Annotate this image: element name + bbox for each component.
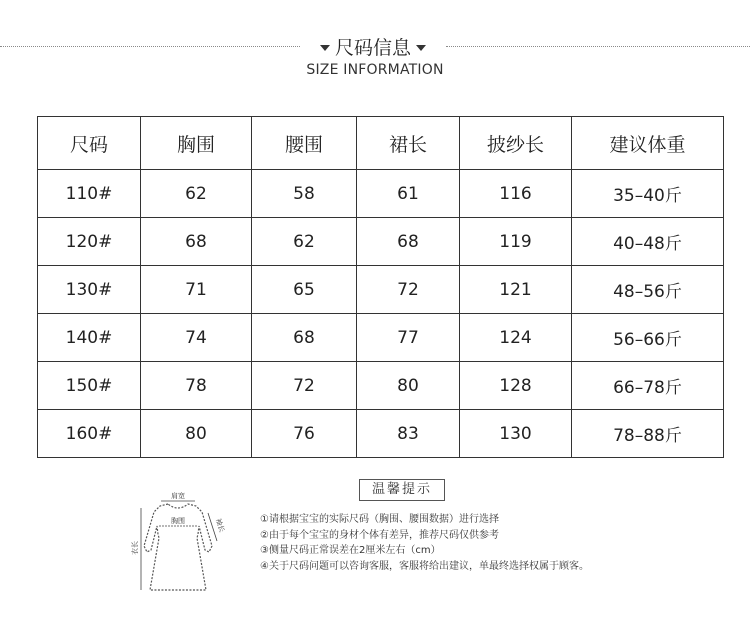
- table-cell: 150#: [38, 362, 141, 410]
- table-header-row: [38, 117, 724, 170]
- column-header: 腰围: [252, 117, 357, 170]
- dress-measurement-diagram: [128, 486, 228, 596]
- table-cell: 71: [141, 266, 252, 314]
- tips-notes: [260, 512, 680, 574]
- table-cell: 78: [141, 362, 252, 410]
- column-header: 尺码: [38, 117, 141, 170]
- table-cell: 62: [252, 218, 357, 266]
- table-cell: 74: [141, 314, 252, 362]
- table-cell: 65: [252, 266, 357, 314]
- table-cell: 35–40斤: [572, 170, 724, 218]
- table-cell: 62: [141, 170, 252, 218]
- table-row: [38, 362, 724, 410]
- shoulder-label: 肩宽: [171, 492, 185, 500]
- header-dotted-line-right: [446, 46, 750, 47]
- tip-note: ③侧量尺码正常误差在2厘米左右（cm）: [260, 545, 441, 556]
- table-row: [38, 410, 724, 458]
- length-label: 衣长: [131, 541, 139, 555]
- section-header: [0, 30, 750, 86]
- triangle-down-icon: [320, 45, 330, 51]
- table-cell: 66–78斤: [572, 362, 724, 410]
- column-header: 建议体重: [572, 117, 724, 170]
- header-subtitle: SIZE INFORMATION: [306, 62, 444, 78]
- table-row: [38, 170, 724, 218]
- column-header: 裙长: [357, 117, 460, 170]
- table-cell: 77: [357, 314, 460, 362]
- tip-note: ④关于尺码问题可以咨询客服，客服将给出建议，单最终选择权属于顾客。: [260, 560, 589, 572]
- table-cell: 130#: [38, 266, 141, 314]
- table-row: [38, 218, 724, 266]
- table-cell: 68: [357, 218, 460, 266]
- table-cell: 40–48斤: [572, 218, 724, 266]
- table-cell: 56–66斤: [572, 314, 724, 362]
- table-cell: 124: [460, 314, 572, 362]
- header-title: 尺码信息: [334, 37, 411, 59]
- table-cell: 83: [357, 410, 460, 458]
- header-dotted-line-left: [0, 46, 300, 47]
- header-title-row: [300, 33, 446, 60]
- table-cell: 121: [460, 266, 572, 314]
- column-header: 胸围: [141, 117, 252, 170]
- table-cell: 68: [141, 218, 252, 266]
- tip-note: ①请根据宝宝的实际尺码（胸围、腰围数据）进行选择: [260, 514, 499, 525]
- table-cell: 76: [252, 410, 357, 458]
- table-cell: 80: [141, 410, 252, 458]
- table-cell: 80: [357, 362, 460, 410]
- table-cell: 119: [460, 218, 572, 266]
- table-cell: 160#: [38, 410, 141, 458]
- table-row: [38, 314, 724, 362]
- table-cell: 110#: [38, 170, 141, 218]
- table-cell: 78–88斤: [572, 410, 724, 458]
- table-cell: 120#: [38, 218, 141, 266]
- table-cell: 72: [357, 266, 460, 314]
- table-cell: 116: [460, 170, 572, 218]
- tip-note: ②由于每个宝宝的身材个体有差异，推荐尺码仅供参考: [260, 529, 499, 541]
- table-cell: 72: [252, 362, 357, 410]
- chest-label: 胸围: [171, 517, 185, 525]
- sleeve-label: 袖长: [213, 517, 226, 534]
- table-cell: 61: [357, 170, 460, 218]
- table-cell: 58: [252, 170, 357, 218]
- table-row: [38, 266, 724, 314]
- size-table: [37, 116, 724, 458]
- tips-title-box: 温馨提示: [359, 479, 445, 501]
- table-cell: 130: [460, 410, 572, 458]
- column-header: 披纱长: [460, 117, 572, 170]
- table-cell: 68: [252, 314, 357, 362]
- table-cell: 48–56斤: [572, 266, 724, 314]
- table-cell: 128: [460, 362, 572, 410]
- triangle-down-icon: [416, 45, 426, 51]
- table-cell: 140#: [38, 314, 141, 362]
